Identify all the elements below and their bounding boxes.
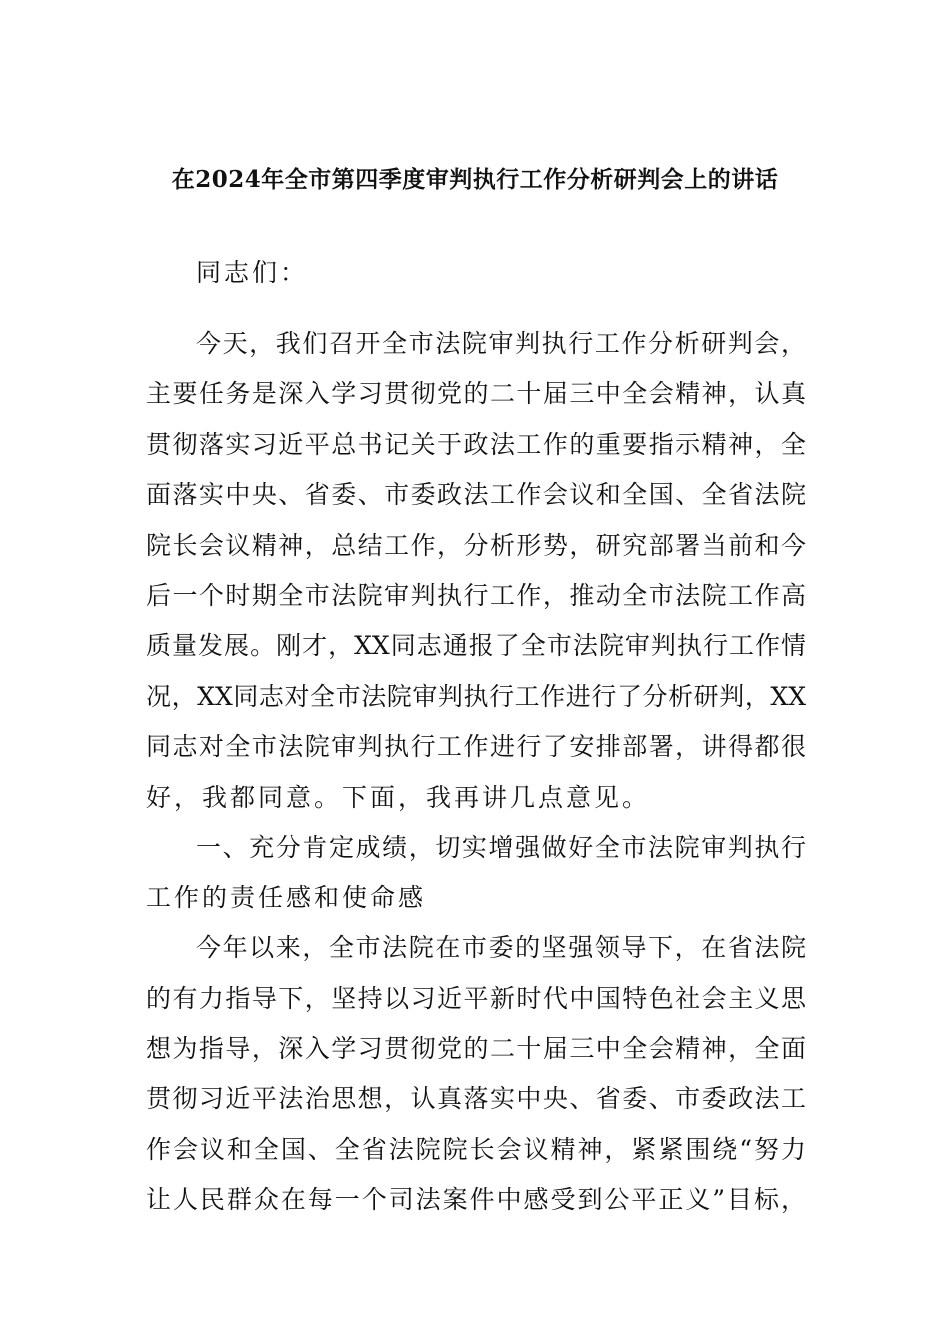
paragraph-line: 后一个时期全市法院审判执行工作，推动全市法院工作高 xyxy=(146,581,806,610)
paragraph-line: 质量发展。刚才，XX同志通报了全市法院审判执行工作情 xyxy=(146,631,806,660)
paragraph-line: 面落实中央、省委、市委政法工作会议和全国、全省法院 xyxy=(146,480,806,509)
paragraph-line: 想为指导，深入学习贯彻党的二十届三中全会精神，全面 xyxy=(146,1034,806,1063)
section-heading: 工作的责任感和使命感 xyxy=(146,883,427,912)
paragraph-line: 今年以来，全市法院在市委的坚强领导下，在省法院 xyxy=(196,933,806,962)
paragraph-line: 作会议和全国、全省法院院长会议精神，紧紧围绕“努力 xyxy=(146,1135,806,1164)
section-heading: 一、充分肯定成绩，切实增强做好全市法院审判执行 xyxy=(196,833,806,862)
paragraph-line: 贯彻落实习近平总书记关于政法工作的重要指示精神，全 xyxy=(146,430,806,459)
document-title: 在2024年全市第四季度审判执行工作分析研判会上的讲话 xyxy=(171,166,779,193)
salutation: 同志们： xyxy=(196,258,309,287)
paragraph-line: 况，XX同志对全市法院审判执行工作进行了分析研判，XX xyxy=(146,682,806,711)
paragraph-line: 院长会议精神，总结工作，分析形势，研究部署当前和今 xyxy=(146,531,806,560)
paragraph-line: 同志对全市法院审判执行工作进行了安排部署，讲得都很 xyxy=(146,732,806,761)
paragraph-line: 主要任务是深入学习贯彻党的二十届三中全会精神，认真 xyxy=(146,379,806,408)
paragraph-line: 好，我都同意。下面，我再讲几点意见。 xyxy=(146,783,651,812)
paragraph-line: 今天，我们召开全市法院审判执行工作分析研判会， xyxy=(196,329,806,358)
paragraph-line: 的有力指导下，坚持以习近平新时代中国特色社会主义思 xyxy=(146,984,806,1013)
paragraph-line: 贯彻习近平法治思想，认真落实中央、省委、市委政法工 xyxy=(146,1084,806,1113)
paragraph-line: 让人民群众在每一个司法案件中感受到公平正义”目标， xyxy=(146,1185,806,1214)
